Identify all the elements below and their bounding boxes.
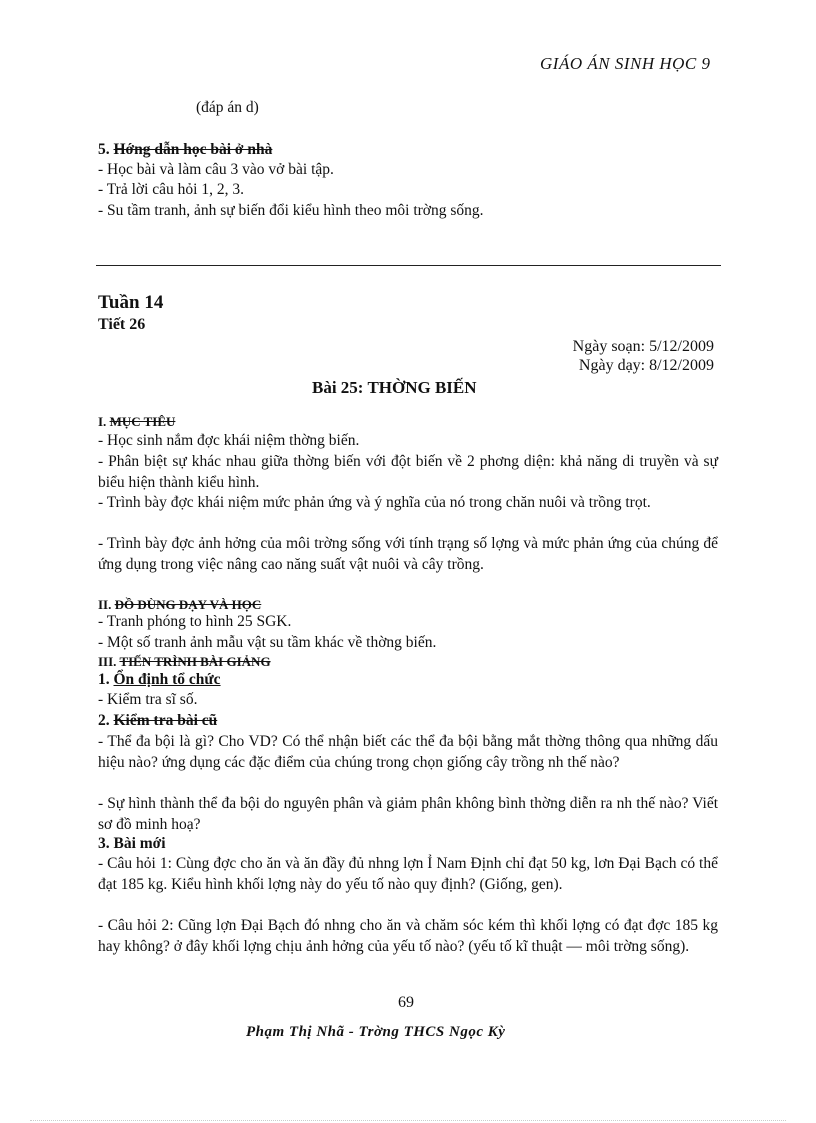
section3-num: III. xyxy=(98,654,120,669)
subsection1-num: 1. xyxy=(98,671,114,688)
homework-line-1: - Học bài và làm câu 3 vào vở bài tập. xyxy=(98,161,334,178)
answer-note: (đáp án d) xyxy=(196,99,259,116)
subsection3-heading: 3. Bài mới xyxy=(98,835,166,852)
section1-item-1: - Học sinh nắm đợc khái niệm thờng biến. xyxy=(98,432,360,449)
subsection1-heading xyxy=(98,670,221,690)
subsection3-item-1: - Câu hỏi 1: Cùng đợc cho ăn và ăn đầy đủ nhng lợn Ỉ Nam Định chỉ đạt 50 kg, lơn Đại Bạch có thể đạt 185 kg. Kiểu hình khối lợng này do yếu tố nào quy định? (Giống, gen). xyxy=(98,855,718,893)
prep-date: Ngày soạn: 5/12/2009 xyxy=(572,338,714,355)
subsection2-heading xyxy=(98,711,217,731)
subsection2-item-1: - Thể đa bội là gì? Cho VD? Có thể nhận biết các thể đa bội bằng mắt thờng thông qua những dấu hiệu nào? ứng dụng các đặc điểm của chúng trong chọn giống cây trồng nh thế nào? xyxy=(98,733,718,771)
homework-line-3: - Su tầm tranh, ảnh sự biến đổi kiểu hình theo môi trờng sống. xyxy=(98,202,484,219)
section2-heading-text: ĐỒ DÙNG DẠY VÀ HỌC xyxy=(114,597,262,612)
section1-num: I. xyxy=(98,414,110,429)
footer-author: Phạm Thị Nhã - Trờng THCS Ngọc Kỳ xyxy=(246,1024,506,1040)
homework-heading-text: Hớng dẫn học bài ở nhà xyxy=(113,141,273,158)
section1-item-2: - Phân biệt sự khác nhau giữa thờng biến với đột biến về 2 phơng diện: khả năng di truyền và sự biểu hiện thành kiểu hình. xyxy=(98,453,718,491)
subsection1-item: - Kiểm tra sĩ số. xyxy=(98,691,198,708)
homework-heading xyxy=(98,140,272,160)
section1-item-3: - Trình bày đợc khái niệm mức phản ứng và ý nghĩa của nó trong chăn nuôi và trồng trọt. xyxy=(98,494,651,511)
period-label: Tiết 26 xyxy=(98,316,146,333)
teach-date: Ngày dạy: 8/12/2009 xyxy=(578,357,714,374)
lesson-title-prefix: Bài 25: xyxy=(312,378,364,397)
section3-heading xyxy=(98,654,271,670)
subsection2-item-2: - Sự hình thành thể đa bội do nguyên phân và giảm phân không bình thờng diễn ra nh thế nào? Viết sơ đồ minh hoạ? xyxy=(98,795,718,833)
subsection2-text: Kiểm tra bài cũ xyxy=(113,712,218,729)
section1-heading-text: MỤC TIÊU xyxy=(109,414,176,429)
header-title: GIÁO ÁN SINH HỌC 9 xyxy=(540,54,711,73)
homework-line-2: - Trả lời câu hỏi 1, 2, 3. xyxy=(98,181,244,198)
section1-heading xyxy=(98,414,175,430)
page-bottom-border xyxy=(30,1120,786,1121)
lesson-title xyxy=(312,378,477,398)
section3-heading-text: TIẾN TRÌNH BÀI GIẢNG xyxy=(119,654,271,669)
section1-item-4: - Trình bày đợc ảnh hởng của môi trờng sống với tính trạng số lợng và mức phản ứng của chúng để ứng dụng trong việc nâng cao năng suất vật nuôi và cây trồng. xyxy=(98,535,718,573)
subsection3-item-2: - Câu hỏi 2: Cũng lợn Đại Bạch đó nhng cho ăn và chăm sóc kém thì khối lợng có đạt đợc 185 kg hay không? ở đây khối lợng chịu ảnh hởng của yếu tố nào? (yếu tố kĩ thuật — môi trờng sống). xyxy=(98,917,718,955)
page-number: 69 xyxy=(398,994,414,1011)
section-divider xyxy=(96,265,721,266)
section2-item-2: - Một số tranh ảnh mẫu vật su tầm khác về thờng biến. xyxy=(98,634,437,651)
week-label: Tuần 14 xyxy=(98,292,164,313)
section2-item-1: - Tranh phóng to hình 25 SGK. xyxy=(98,613,292,630)
lesson-title-text: THỜNG BIẾN xyxy=(367,378,477,397)
subsection2-num: 2. xyxy=(98,712,114,729)
section2-heading xyxy=(98,597,261,613)
section2-num: II. xyxy=(98,597,115,612)
subsection1-text: Ổn định tổ chức xyxy=(113,671,221,688)
homework-heading-num: 5. xyxy=(98,141,114,158)
